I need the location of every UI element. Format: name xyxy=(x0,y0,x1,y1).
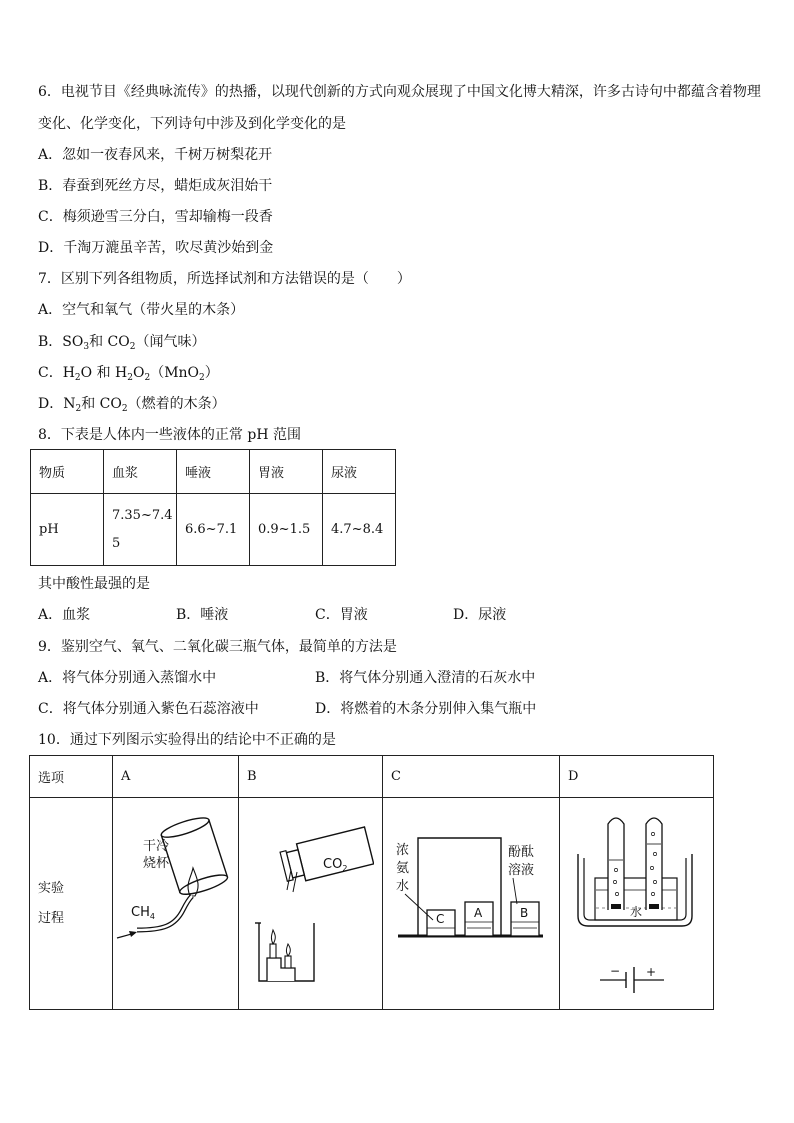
q8-option-a: A．血浆 xyxy=(38,607,91,623)
ph-header-saliva: 唾液 xyxy=(177,450,250,494)
figure-a-label-dry-cold: 干冷 xyxy=(143,839,170,854)
q6-option-a: A．忽如一夜春风来，千树万树梨花开 xyxy=(38,147,273,163)
q8-follow: 其中酸性最强的是 xyxy=(38,576,150,592)
figure-c-label-water: 水 xyxy=(396,879,410,894)
battery-minus-label: − xyxy=(610,964,621,978)
figure-a-ch4-label: $CH_4$ xyxy=(131,905,155,921)
battery-plus-label: + xyxy=(646,965,657,979)
ph-saliva-value: 6.6~7.1 xyxy=(177,494,250,566)
figure-b-co2-candles xyxy=(239,798,374,1005)
figure-d-water-label: 水 xyxy=(630,905,643,919)
candle-low-icon xyxy=(285,956,291,968)
figure-b-cell xyxy=(239,798,383,1010)
experiment-row-label xyxy=(30,798,113,1010)
row-label-line2: 过程 xyxy=(38,910,65,926)
figure-b-co2-label: $CO_2$ xyxy=(323,857,348,873)
experiment-figure-row xyxy=(30,798,714,1010)
ph-row-label: pH xyxy=(31,494,104,566)
beaker-b-label: B xyxy=(520,906,529,920)
experiment-header-a: A xyxy=(113,756,239,798)
ph-header-substance: 物质 xyxy=(31,450,104,494)
figure-d-water-electrolysis xyxy=(560,798,705,1005)
q8-stem: 8．下表是人体内一些液体的正常 pH 范围 xyxy=(38,427,301,443)
q6-stem-line1: 6．电视节目《经典咏流传》的热播，以现代创新的方式向观众展现了中国文化博大精深，许多古诗句中都蕴含着物理 xyxy=(38,84,761,100)
ph-header-gastric: 胃液 xyxy=(250,450,323,494)
beaker-c-label: C xyxy=(436,912,445,926)
figure-c-label-concentrated: 浓 xyxy=(396,843,410,858)
q7-option-c: C．$H_2O$ 和 $H_2O_2(MnO_2)$ xyxy=(38,365,219,383)
experiment-table xyxy=(29,755,714,1010)
figure-c-label-phenolphthalein: 酚酞 xyxy=(508,845,535,860)
ph-gastric-value: 0.9~1.5 xyxy=(250,494,323,566)
figure-a-cell xyxy=(113,798,239,1010)
figure-c-label-solution: 溶液 xyxy=(508,863,535,878)
figure-a-label-beaker: 烧杯 xyxy=(143,856,170,871)
ph-header-plasma: 血浆 xyxy=(104,450,177,494)
figure-c-ammonia-diffusion xyxy=(383,798,551,1005)
figure-d-cell xyxy=(560,798,714,1010)
ph-table xyxy=(30,449,396,566)
experiment-header-c: C xyxy=(383,756,560,798)
q10-stem: 10．通过下列图示实验得出的结论中不正确的是 xyxy=(38,732,336,748)
q7-option-d: D．$N_2$和 $CO_2$（燃着的木条） xyxy=(38,396,226,414)
ph-table-header-row xyxy=(31,450,396,494)
q9-option-c: C．将气体分别通入紫色石蕊溶液中 xyxy=(38,701,259,717)
experiment-header-b: B xyxy=(239,756,383,798)
q7-option-b: B．$SO_3$和 $CO_2$（闻气味） xyxy=(38,334,206,352)
beaker-a-label: A xyxy=(474,906,483,920)
q8-option-c: C．胃液 xyxy=(315,607,368,623)
experiment-header-d: D xyxy=(560,756,714,798)
q6-option-d: D．千淘万漉虽辛苦，吹尽黄沙始到金 xyxy=(38,240,274,256)
electrode-right-icon xyxy=(649,904,659,909)
q6-option-c: C．梅须逊雪三分白，雪却输梅一段香 xyxy=(38,209,273,225)
test-tube-right-icon xyxy=(646,818,662,910)
inverted-beaker-icon xyxy=(159,814,229,898)
figure-c-label-ammonia: 氨 xyxy=(396,861,410,876)
electrode-left-icon xyxy=(611,904,621,909)
q7-option-a: A．空气和氧气（带火星的木条） xyxy=(38,302,245,318)
ph-plasma-value: 7.35~7.4 5 xyxy=(104,494,177,566)
q8-option-d: D．尿液 xyxy=(453,607,507,623)
experiment-header-option: 选项 xyxy=(30,756,113,798)
q6-option-b: B．春蚕到死丝方尽，蜡炬成灰泪始干 xyxy=(38,178,273,194)
test-tube-left-icon xyxy=(608,818,624,910)
figure-c-cell xyxy=(383,798,560,1010)
q9-stem: 9．鉴别空气、氧气、二氧化碳三瓶气体，最简单的方法是 xyxy=(38,639,397,655)
q6-stem-line2: 变化、化学变化，下列诗句中涉及到化学变化的是 xyxy=(38,116,346,132)
ph-urine-value: 4.7~8.4 xyxy=(323,494,396,566)
q7-stem: 7．区别下列各组物质，所选择试剂和方法错误的是（ ） xyxy=(38,271,411,287)
q8-option-b: B．唾液 xyxy=(176,607,229,623)
candle-high-icon xyxy=(270,944,276,958)
ph-header-urine: 尿液 xyxy=(323,450,396,494)
q9-option-b: B．将气体分别通入澄清的石灰水中 xyxy=(315,670,536,686)
figure-a-methane-combustion xyxy=(113,798,238,1005)
ph-table-value-row xyxy=(31,494,396,566)
q9-option-d: D．将燃着的木条分别伸入集气瓶中 xyxy=(315,701,537,717)
row-label-line1: 实验 xyxy=(38,880,65,896)
q9-option-a: A．将气体分别通入蒸馏水中 xyxy=(38,670,217,686)
experiment-header-row xyxy=(30,756,714,798)
